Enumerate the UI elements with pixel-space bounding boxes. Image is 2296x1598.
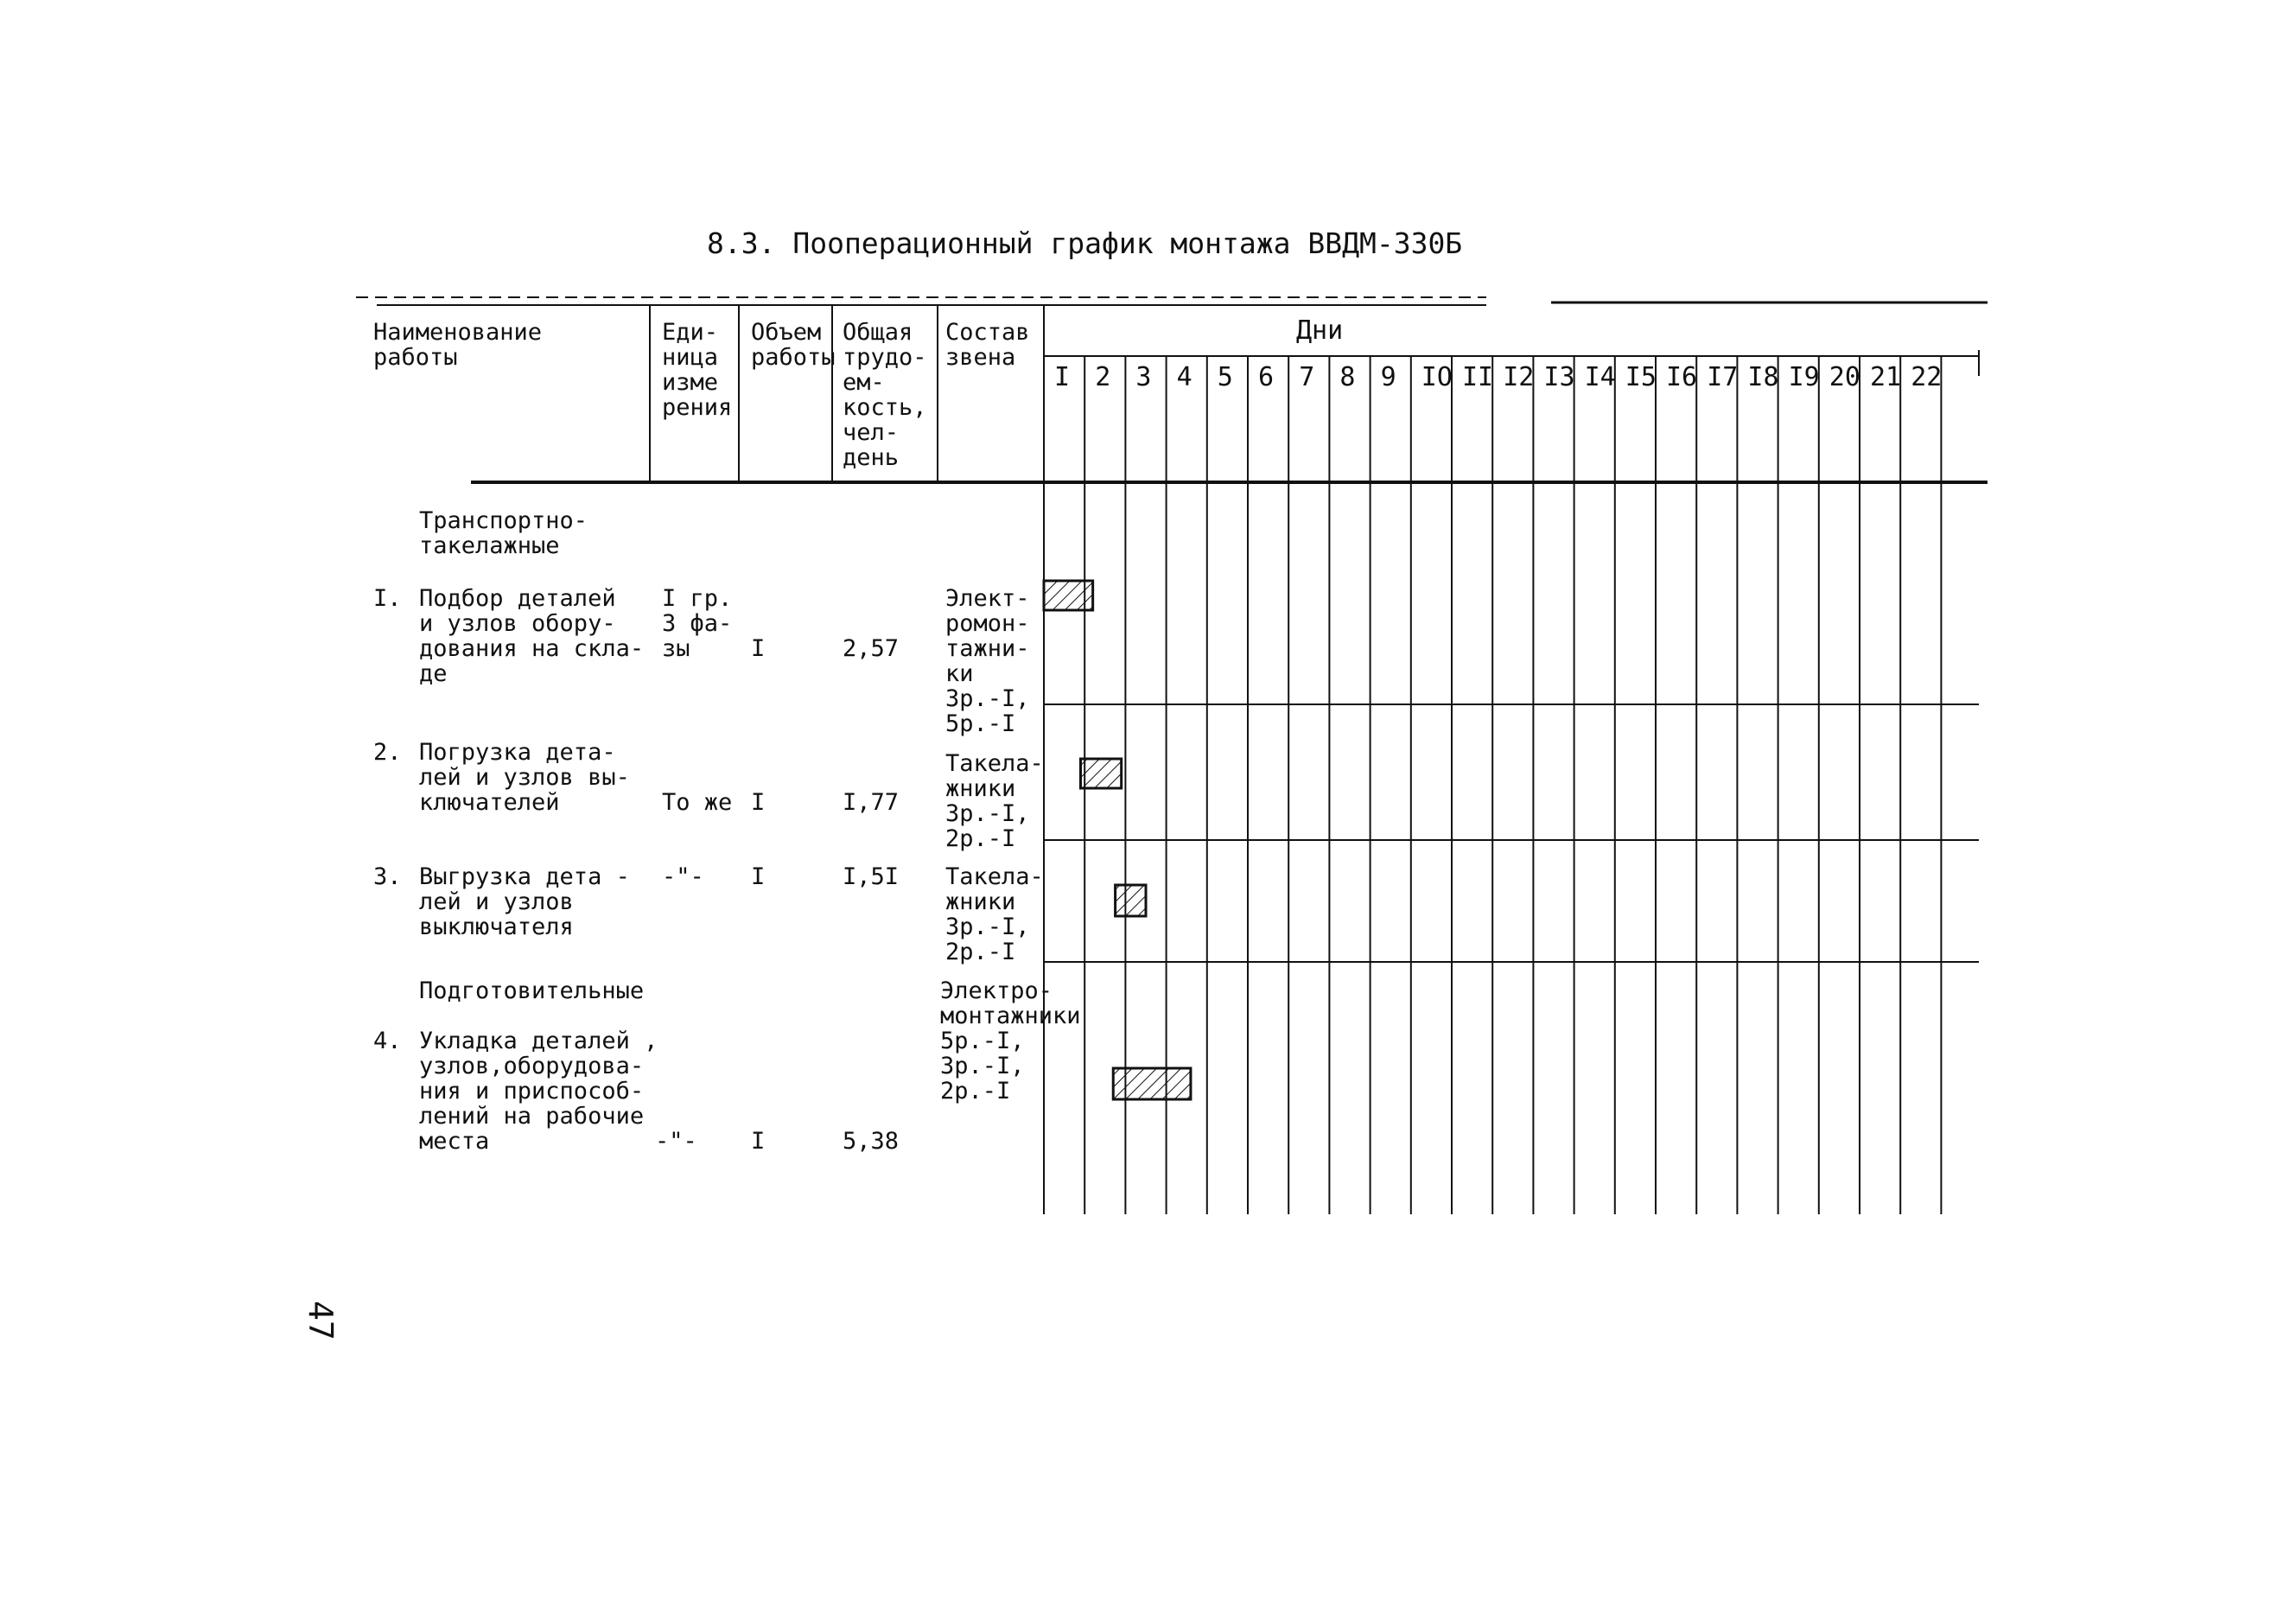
row-4-volume: I bbox=[751, 1128, 766, 1155]
day-label-13: I3 bbox=[1543, 362, 1575, 392]
page-number: 47 bbox=[302, 1301, 340, 1340]
header-labor: Общая трудо- ем- кость, чел- день bbox=[843, 319, 927, 471]
day-label-16: I6 bbox=[1666, 362, 1698, 392]
header-name: Наименование работы bbox=[373, 319, 543, 371]
gantt-bar-4 bbox=[1113, 1068, 1191, 1099]
day-label-17: I7 bbox=[1707, 362, 1739, 392]
row-1-name: Подбор деталей и узлов обору- дования на скла- де bbox=[419, 585, 645, 687]
row-3-number: 3. bbox=[373, 863, 402, 890]
row-4-labor: 5,38 bbox=[843, 1128, 900, 1155]
row-4-number: 4. bbox=[373, 1028, 402, 1054]
header-volume: Объем работы bbox=[751, 319, 836, 371]
day-label-3: 3 bbox=[1135, 362, 1152, 392]
row-1-labor: 2,57 bbox=[843, 635, 900, 662]
day-label-19: I9 bbox=[1788, 362, 1820, 392]
row-3-labor: I,5I bbox=[843, 863, 900, 890]
day-label-4: 4 bbox=[1176, 362, 1193, 392]
header-days: Дни bbox=[1296, 315, 1344, 346]
day-label-12: I2 bbox=[1503, 362, 1535, 392]
group-transport: Транспортно- такелажные bbox=[419, 507, 588, 559]
row-4-name: Укладка деталей , узлов,оборудова- ния и приспособ- лений на рабочие места bbox=[419, 1028, 658, 1155]
row-3-unit: -"- bbox=[662, 863, 704, 890]
header-crew: Состав звена bbox=[945, 319, 1030, 371]
row-1-unit: I гр. 3 фа- зы bbox=[662, 585, 733, 662]
gantt-bar-3 bbox=[1116, 885, 1146, 916]
group-prep: Подготовительные bbox=[419, 977, 645, 1004]
row-2-labor: I,77 bbox=[843, 789, 900, 816]
row-3-crew: Такела- жники 3р.-I, 2р.-I bbox=[945, 863, 1044, 965]
page-title: 8.3. Пооперационный график монтажа ВВДМ-330Б bbox=[707, 226, 1463, 260]
row-3-volume: I bbox=[751, 863, 766, 890]
day-label-2: 2 bbox=[1095, 362, 1111, 392]
row-1-crew: Элект- ромон- тажни- ки 3р.-I, 5р.-I bbox=[945, 585, 1030, 737]
day-label-18: I8 bbox=[1747, 362, 1779, 392]
day-label-7: 7 bbox=[1299, 362, 1315, 392]
row-2-unit: То же bbox=[662, 789, 733, 816]
day-label-5: 5 bbox=[1217, 362, 1233, 392]
day-label-10: IO bbox=[1421, 362, 1453, 392]
row-2-volume: I bbox=[751, 789, 766, 816]
row-3-name: Выгрузка дета - лей и узлов выключателя bbox=[419, 863, 630, 940]
row-1-number: I. bbox=[373, 585, 402, 612]
row-4-crew: Электро- монтажники 5р.-I, 3р.-I, 2р.-I bbox=[940, 977, 1081, 1105]
row-1-volume: I bbox=[751, 635, 766, 662]
day-label-11: II bbox=[1462, 362, 1494, 392]
row-4-unit: -"- bbox=[655, 1128, 697, 1155]
day-label-15: I5 bbox=[1625, 362, 1657, 392]
gantt-bar-2 bbox=[1080, 759, 1121, 788]
day-label-21: 21 bbox=[1870, 362, 1902, 392]
day-label-6: 6 bbox=[1258, 362, 1275, 392]
row-2-name: Погрузка дета- лей и узлов вы- ключателей bbox=[419, 739, 630, 816]
row-2-number: 2. bbox=[373, 739, 402, 766]
day-label-8: 8 bbox=[1339, 362, 1356, 392]
day-label-14: I4 bbox=[1584, 362, 1616, 392]
day-label-20: 20 bbox=[1829, 362, 1860, 392]
gantt-bar-1 bbox=[1044, 581, 1093, 610]
header-unit: Еди- ница изме рения bbox=[662, 319, 733, 421]
day-label-9: 9 bbox=[1380, 362, 1396, 392]
day-label-1: I bbox=[1054, 362, 1071, 392]
row-2-crew: Такела- жники 3р.-I, 2р.-I bbox=[945, 750, 1044, 852]
day-label-22: 22 bbox=[1911, 362, 1943, 392]
